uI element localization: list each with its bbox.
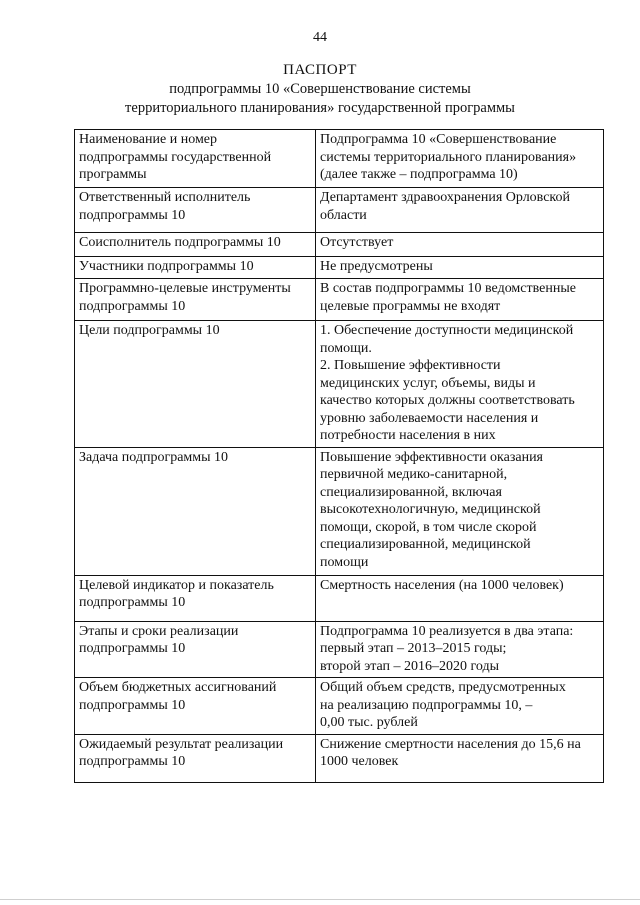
row-name-cell [75,447,316,575]
row-value-line: Подпрограмма 10 реализуется в два этапа: [320,623,574,639]
row-name-line: Соисполнитель подпрограммы 10 [79,235,281,250]
table-row [75,130,604,188]
page-number: 44 [313,30,327,45]
row-name-cell [75,734,316,782]
row-value-line: помощи, скорой, в том числе скорой [320,519,537,535]
row-value-cell [316,321,604,448]
row-value-line: 2. Повышение эффективности [320,358,501,373]
row-value-line: области [320,207,367,223]
row-value-line: В состав подпрограммы 10 ведомственные [320,281,576,296]
table-row [75,188,604,233]
row-name-line: подпрограммы государственной [79,149,272,165]
row-value-cell [316,734,604,782]
row-value-line: помощи [320,554,369,570]
document-title: ПАСПОРТ [283,62,357,78]
row-name-cell [75,130,316,188]
row-name-cell [75,575,316,621]
row-name-cell [75,621,316,678]
row-name-line: подпрограммы 10 [79,298,186,314]
row-value-cell [316,279,604,321]
row-value-line: качество которых должны соответствовать [320,393,575,408]
row-value-line: на реализацию подпрограммы 10, – [320,697,533,713]
row-value-line: Подпрограмма 10 «Совершенствование [320,132,557,147]
row-value-cell [316,188,604,233]
row-name-cell [75,678,316,735]
row-name-line: Ответственный исполнитель [79,190,251,205]
row-name-cell [75,188,316,233]
document-subtitle [60,80,580,118]
row-value-line: 0,00 тыс. рублей [320,715,418,730]
row-value-line: уровню заболеваемости населения и [320,410,539,426]
row-value-line: Общий объем средств, предусмотренных [320,680,566,695]
row-name-line: Целевой индикатор и показатель [79,577,274,593]
row-value-cell [316,130,604,188]
row-name-line: Участники подпрограммы 10 [79,259,254,274]
table-row [75,321,604,448]
subtitle-line: подпрограммы 10 «Совершенствование системы [169,81,471,97]
row-name-line: Цели подпрограммы 10 [79,323,220,338]
row-name-cell [75,257,316,279]
row-value-line: Снижение смертности населения до 15,6 на [320,736,581,752]
row-value-line: 1. Обеспечение доступности медицинской [320,323,574,338]
row-name-line: Этапы и сроки реализации [79,623,239,639]
row-value-line: специализированной, включая [320,484,502,500]
row-value-cell [316,447,604,575]
row-name-line: Ожидаемый результат реализации [79,736,284,752]
row-value-line: медицинских услуг, объемы, виды и [320,375,536,391]
subtitle-line: территориального планирования» государственной программы [125,100,515,116]
row-value-line: Департамент здравоохранения Орловской [320,190,571,205]
row-name-cell [75,321,316,448]
row-value-cell [316,621,604,678]
row-name-line: подпрограммы 10 [79,754,186,769]
row-value-line: Смертность населения (на 1000 человек) [320,577,564,593]
row-value-line: помощи. [320,340,372,356]
row-value-line: потребности населения в них [320,428,496,443]
row-value-line: Отсутствует [320,235,394,250]
row-value-line: целевые программы не входят [320,298,501,314]
table-row [75,734,604,782]
row-name-cell [75,233,316,257]
row-value-cell [316,257,604,279]
row-name-line: подпрограммы 10 [79,697,186,713]
table-row [75,279,604,321]
row-name-line: Программно-целевые инструменты [79,281,291,296]
table-row [75,575,604,621]
row-name-cell [75,279,316,321]
passport-table-body [75,130,604,783]
row-name-line: подпрограммы 10 [79,641,186,656]
table-row [75,233,604,257]
row-value-line: Повышение эффективности оказания [320,449,543,465]
row-value-line: высокотехнологичную, медицинской [320,502,541,517]
passport-table [74,129,604,783]
row-name-line: Задача подпрограммы 10 [79,449,229,465]
row-value-line: Не предусмотрены [320,259,433,274]
row-value-line: (далее также – подпрограмма 10) [320,167,518,182]
row-value-line: специализированной, медицинской [320,537,531,552]
table-row [75,621,604,678]
row-name-line: подпрограммы 10 [79,595,186,610]
row-value-cell [316,233,604,257]
row-name-line: Наименование и номер [79,132,218,147]
row-value-line: 1000 человек [320,754,399,769]
table-row [75,447,604,575]
row-value-cell [316,678,604,735]
row-name-line: Объем бюджетных ассигнований [79,680,277,695]
row-value-cell [316,575,604,621]
row-value-line: первичной медико-санитарной, [320,467,508,482]
page-bottom-edge [0,899,640,900]
row-value-line: первый этап – 2013–2015 годы; [320,641,507,656]
row-value-line: системы территориального планирования» [320,149,577,165]
row-value-line: второй этап – 2016–2020 годы [320,658,500,674]
table-row [75,257,604,279]
row-name-line: подпрограммы 10 [79,207,186,223]
table-row [75,678,604,735]
row-name-line: программы [79,167,147,182]
